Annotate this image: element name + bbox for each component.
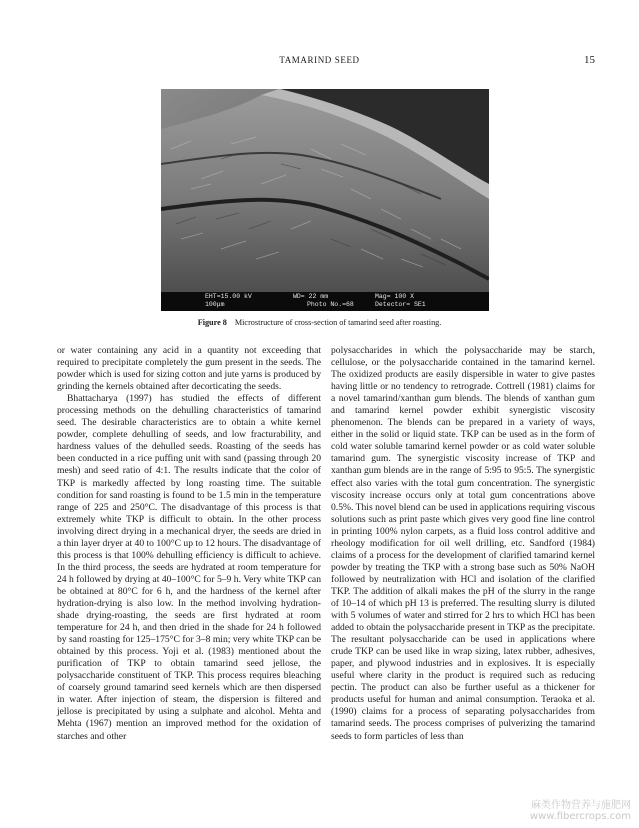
- paragraph: polysaccharides in which the polysaccharide may be starch, cellulose, or the polysaccharide contained in the tamarind kernel. The oxidized products are easily dispersible in water to give pastes having little or no tendency to retrograde. Cottrell (1981) claims for a novel tamarind/xanthan gum blends. The blends of xanthan gum and tamarind kernel powder exhibit synergistic viscosity phenomenon. The blends can be prepared in a variety of ways, either in the solid or liquid state. TKP can be used as in the form of cold water soluble tamarind kernel powder or as cold water soluble tamarind gum. The synergistic viscosity increase of TKP and xanthan gum blends are in the range of 5:95 to 95:5. The synergistic effect also varies with the total gum concentration. The synergistic viscosity increase occurs only at total gum concentrations above 0.5%. This novel blend can be used in applications requiring viscous solutions such as print paste which gives very good fine line control in printing 100% nylon carpets, as a fluid loss control additive and rheology modification for oil well drilling, etc. Sandford (1984) claims of a process for the development of clarified tamarind kernel powder by treating the TKP with a strong base such as 50% NaOH followed by neutralization with HCl and isolation of the clarified TKP. The addition of alkali makes the pH of the slurry in the range of 10–14 of which pH 13 is preferred. The resulting slurry is diluted with 5 volumes of water and stirred for 2 hrs to which HCl has been added to obtain the polysaccharide present in TKP as the precipitate. The resultant polysaccharide can be used in applications where crude TKP can be used like in wrap sizing, latex rubber, adhesives, paper, and plywood industries and in explosives. It is especially useful where clarity in the product is required such as reducing pectin. The product can also be further useful as a thickener for products useful for human and animal consumption. Teraoka et al. (1990) claims for a process of separating polysaccharides from tamarind seeds. The process comprises of pulverizing the tamarind seeds to form particles of less than: [331, 345, 595, 742]
- page-number: 15: [584, 54, 595, 66]
- watermark-line: 麻类作物营养与施肥网: [531, 800, 631, 811]
- right-text-column: [331, 345, 595, 743]
- sem-micrograph: [161, 89, 489, 311]
- sem-magnification: Mag= 100 X: [375, 293, 415, 300]
- sem-photo-number: Photo No.=68: [307, 301, 354, 308]
- sem-detector: Detector= SE1: [375, 301, 426, 308]
- paragraph: or water containing any acid in a quantity not exceeding that required to precipitate completely the gum present in the seeds. The powder which is used for sizing cotton and jute yarns is produced by grinding the kernels obtained after decorticating the seeds.: [57, 345, 321, 393]
- paragraph: Bhattacharya (1997) has studied the effects of different processing methods on the dehulling characteristics of tamarind seed. The desirable characteristics are to obtain a white kernel powder, complete dehulling of seeds, and low fracturability, and hardness values of the dehulled seeds. Roasting of the seeds has been conducted in a rice puffing unit with sand (passing through 20 mesh) and seed ratio of 4:1. The results indicate that the color of TKP is markedly affected by long roasting time. The suitable condition for sand roasting is found to be 1.5 min in the temperature range of 225 and 250°C. The disadvantage of this process is that extremely white TKP is difficult to obtain. In the other process involving direct drying in a mechanical dryer, the seeds are dried in a thin layer dryer at 40 to 100°C up to 12 hours. The disadvantage of this process is that 100% dehulling efficiency is difficult to achieve. In the third process, the seeds are hydrated at room temperature for 24 h followed by drying at 40–100°C for 5–9 h. Very white TKP can be obtained at 80°C for 6 h, and the hardness of the kernel after hydration-drying is also low. In the method involving hydration-shade drying-roasting, the seeds are first hydrated at room temperature for 24 h, and then dried in the shade for 24 h followed by sand roasting for 125–175°C for 3–8 min; very white TKP can be obtained by this process. Yoji et al. (1983) mentioned about the purification of TKP to obtain tamarind seed jellose, the polysaccharide constituent of TKP. This process requires bleaching of coarsely ground tamarind seed kernels which are then dispersed in water. After injection of steam, the dispersion is filtered and jellose is precipitated by using a sulphate and alcohol. Mehta and Mehta (1967) mention an improved method for the oxidation of starches and other: [57, 393, 321, 742]
- figure-label: Figure 8: [197, 318, 227, 327]
- figure-caption: [0, 318, 639, 327]
- sem-scale-bar-label: 100μm: [205, 301, 225, 308]
- sem-voltage: EHT=15.00 kV: [205, 293, 252, 300]
- sem-info-bar: [161, 292, 489, 311]
- watermark: [530, 800, 631, 822]
- figure-caption-text: Microstructure of cross-section of tamarind seed after roasting.: [234, 318, 442, 327]
- sem-working-distance: WD= 22 mm: [293, 293, 329, 300]
- micrograph-image: [161, 89, 489, 292]
- watermark-line: www.fibercrops.com: [529, 811, 631, 822]
- running-title: TAMARIND SEED: [279, 55, 360, 65]
- left-text-column: [57, 345, 321, 743]
- running-header: [0, 55, 639, 69]
